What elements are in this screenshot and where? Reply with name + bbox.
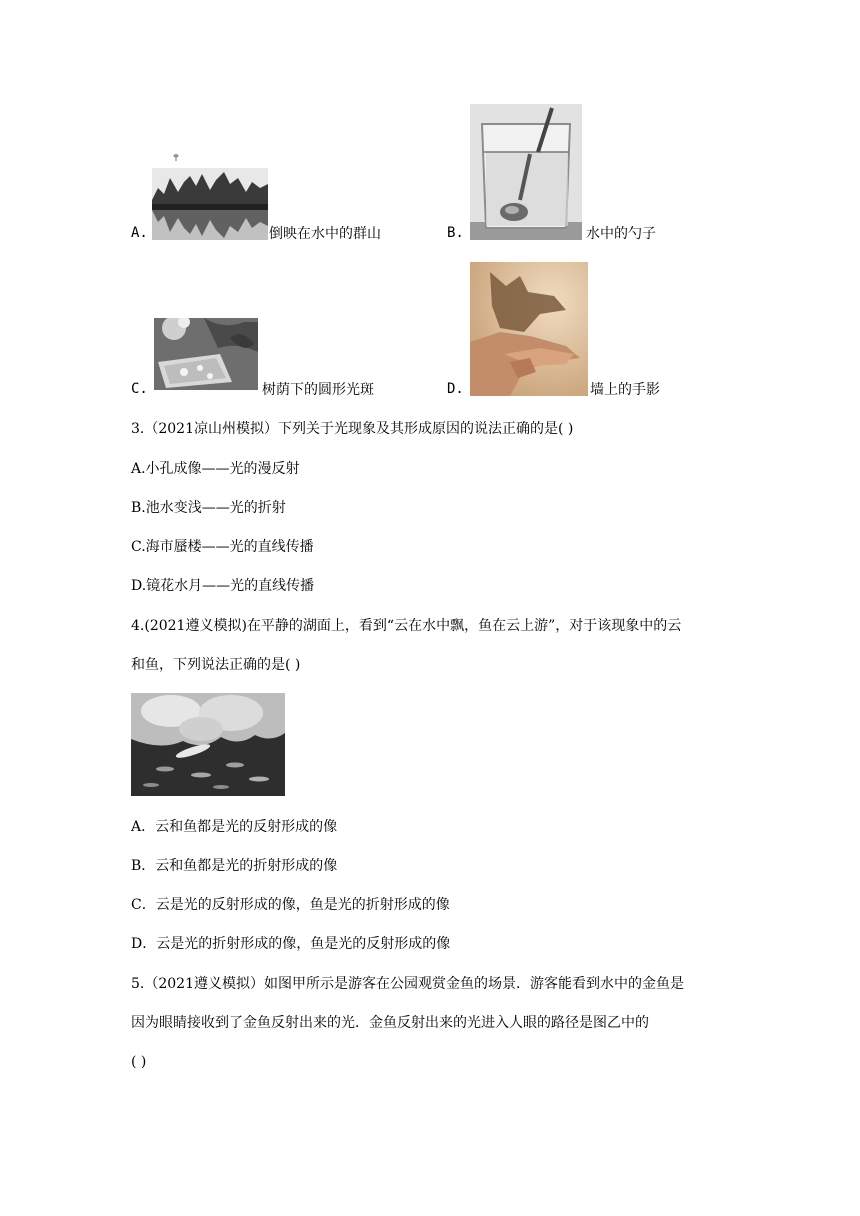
option-c-caption: 树荫下的圆形光斑 <box>262 382 374 398</box>
option-d-caption: 墙上的手影 <box>590 382 660 398</box>
q3-option-b: B.池水变浅——光的折射 <box>131 500 286 516</box>
q4-option-c: C．云是光的反射形成的像，鱼是光的折射形成的像 <box>131 897 450 913</box>
q5-stem-line1: 5.（2021遵义模拟）如图甲所示是游客在公园观赏金鱼的场景．游客能看到水中的金鱼是 <box>131 976 684 992</box>
q4-option-a: A．云和鱼都是光的反射形成的像 <box>131 819 338 835</box>
option-c-letter: C. <box>131 381 148 397</box>
q4-stem-line2: 和鱼，下列说法正确的是( ) <box>131 657 301 673</box>
q4-stem-line1: 4.(2021遵义模拟)在平静的湖面上，看到“云在水中飘，鱼在云上游”，对于该现象中的云 <box>131 618 682 634</box>
clouds-and-fish-photo <box>131 693 285 796</box>
spoon-in-glass-photo <box>470 104 582 240</box>
q4-option-d: D．云是光的折射形成的像，鱼是光的反射形成的像 <box>131 936 451 952</box>
option-b-caption: 水中的勺子 <box>586 226 656 242</box>
q3-option-d: D.镜花水月——光的直线传播 <box>131 578 315 594</box>
mountain-reflection-photo <box>152 148 268 240</box>
q3-option-a: A.小孔成像——光的漫反射 <box>131 461 300 477</box>
option-a-caption: 倒映在水中的群山 <box>269 226 381 242</box>
option-a-letter: A. <box>131 225 148 241</box>
option-b-letter: B. <box>447 225 464 241</box>
q5-stem-line2: 因为眼睛接收到了金鱼反射出来的光．金鱼反射出来的光进入人眼的路径是图乙中的 <box>131 1015 649 1031</box>
hand-shadow-photo <box>470 262 588 396</box>
q3-option-c: C.海市蜃楼——光的直线传播 <box>131 539 314 555</box>
q3-stem: 3.（2021凉山州模拟）下列关于光现象及其形成原因的说法正确的是( ) <box>131 421 574 437</box>
option-d-letter: D. <box>447 381 464 397</box>
q4-option-b: B．云和鱼都是光的折射形成的像 <box>131 858 338 874</box>
q5-stem-line3: ( ) <box>131 1054 147 1070</box>
light-spots-under-tree-photo <box>154 318 258 390</box>
